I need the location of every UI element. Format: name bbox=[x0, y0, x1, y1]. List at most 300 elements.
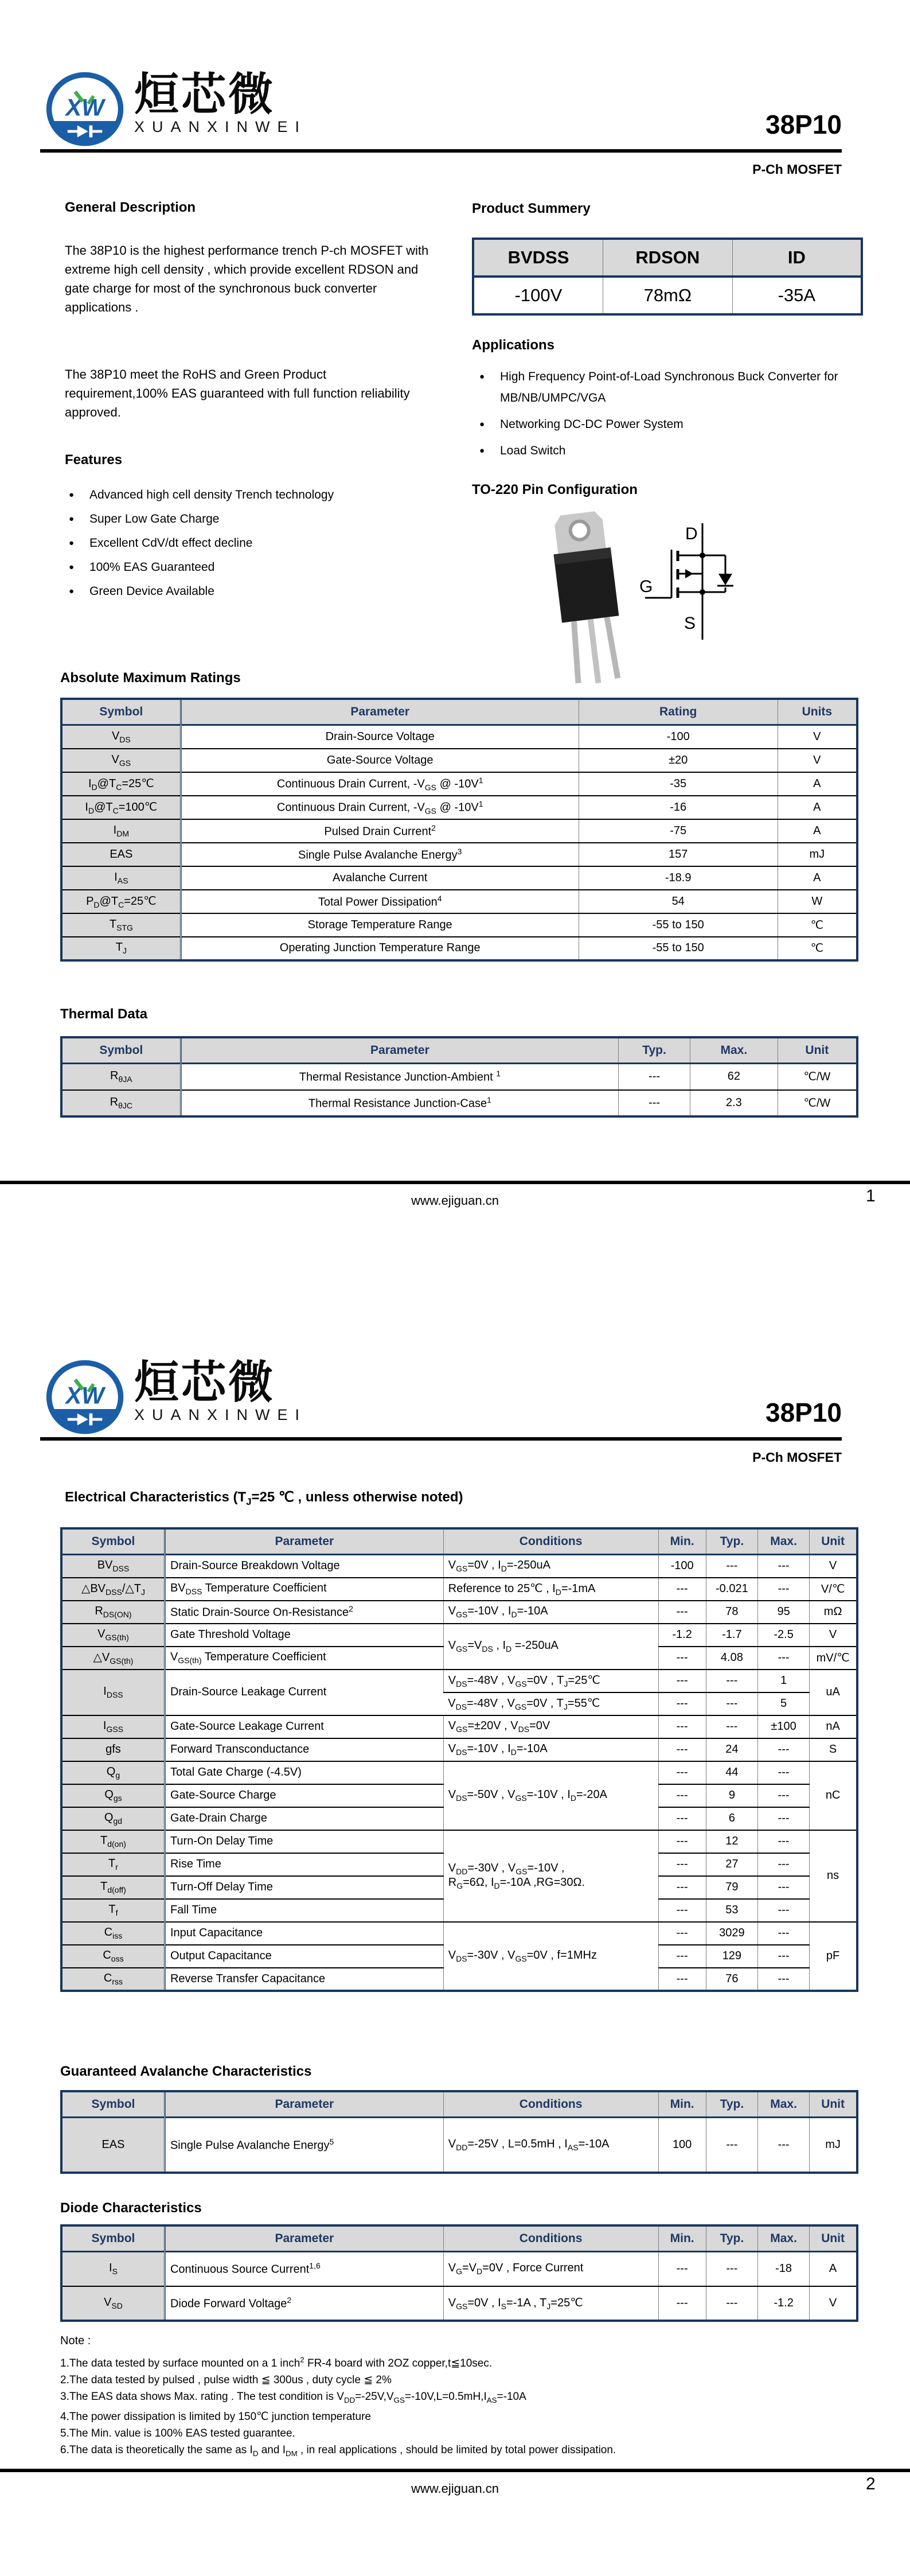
table-cell: -75 bbox=[579, 819, 778, 843]
table-cell: nA bbox=[810, 1715, 857, 1738]
table-cell: Rise Time bbox=[165, 1853, 443, 1876]
table-header-row bbox=[61, 1528, 857, 1555]
table-cell: --- bbox=[706, 2286, 757, 2321]
table-cell: --- bbox=[658, 1761, 706, 1784]
table-cell: $V_{SD}$ bbox=[61, 2286, 165, 2321]
table-row bbox=[61, 1578, 857, 1601]
mosfet-symbol-icon bbox=[622, 516, 748, 648]
table-row bbox=[61, 1670, 857, 1692]
pin-label-g: G bbox=[639, 577, 653, 596]
table-cell: --- bbox=[706, 2118, 757, 2173]
table-cell: V bbox=[810, 1555, 857, 1578]
table-cell: 3029 bbox=[706, 1922, 757, 1945]
table-cell: $V_{GS}=-10V$ , $I_D=-10A$ bbox=[443, 1601, 658, 1624]
section-title-features: Features bbox=[65, 452, 123, 468]
list-item-text: 4.The power dissipation is limited by 150℃ junction temperature bbox=[60, 2411, 372, 2423]
table-cell: $R_{\theta JC}$ bbox=[61, 1090, 181, 1116]
table-cell: --- bbox=[658, 1899, 706, 1922]
table-cell: --- bbox=[658, 1853, 706, 1876]
section-title-product-summary: Product Summery bbox=[472, 201, 591, 216]
table-cell: 79 bbox=[706, 1876, 757, 1899]
table-cell: W bbox=[778, 890, 857, 913]
notes-title: Note : bbox=[60, 2334, 91, 2347]
list-item bbox=[69, 583, 442, 600]
svg-text:XW: XW bbox=[65, 1382, 104, 1409]
column-header: Unit bbox=[810, 2225, 857, 2252]
table-row bbox=[61, 1555, 857, 1578]
table-cell: --- bbox=[757, 1784, 809, 1807]
table-cell: --- bbox=[757, 1968, 809, 1991]
section-title-general-description: General Description bbox=[65, 200, 196, 215]
table-cell: --- bbox=[706, 1555, 757, 1578]
table-cell: Continuous Source Current$^{1,6}$ bbox=[165, 2252, 443, 2286]
list-item bbox=[69, 559, 442, 575]
list-item bbox=[479, 414, 861, 435]
notes-list bbox=[60, 2353, 823, 2463]
svg-text:XW: XW bbox=[65, 94, 104, 121]
table-cell: Total Power Dissipation$^4$ bbox=[181, 890, 579, 913]
list-item bbox=[60, 2353, 823, 2371]
table-header-row bbox=[61, 2225, 857, 2252]
table-cell: --- bbox=[619, 1090, 690, 1116]
electrical-characteristics-table bbox=[60, 1527, 858, 1992]
section-title-guaranteed-avalanche: Guaranteed Avalanche Characteristics bbox=[60, 2064, 312, 2079]
table-cell: $V_{DS}=-30V$ , $V_{GS}=0V$ , f=1MHz bbox=[443, 1922, 658, 1991]
column-header: Min. bbox=[658, 1528, 706, 1555]
table-cell: $\triangle BV_{DSS}/\triangle T_J$ bbox=[61, 1578, 165, 1601]
list-item bbox=[69, 511, 442, 527]
table-cell: $V_{GS(th)}$ Temperature Coefficient bbox=[165, 1647, 443, 1670]
table-cell: --- bbox=[658, 1715, 706, 1738]
table-cell: V bbox=[778, 725, 857, 749]
table-cell: $V_{GS(th)}$ bbox=[61, 1624, 165, 1647]
table-row bbox=[61, 819, 857, 843]
column-header: Typ. bbox=[706, 1528, 757, 1555]
table-cell: --- bbox=[757, 1738, 809, 1761]
column-header: ID bbox=[732, 239, 862, 277]
table-cell: --- bbox=[757, 1853, 809, 1876]
table-cell: ℃ bbox=[778, 937, 857, 960]
column-header: Unit bbox=[810, 1528, 857, 1555]
brand-text bbox=[134, 70, 307, 136]
bullet-icon: ● bbox=[69, 562, 75, 572]
table-cell: $V_{GS}=V_{DS}$ , $I_D =-250uA$ bbox=[443, 1624, 658, 1670]
table-cell: $V_{GS}$ bbox=[61, 749, 181, 772]
section-title-diode-characteristics: Diode Characteristics bbox=[60, 2200, 202, 2216]
table-cell: ns bbox=[810, 1830, 857, 1922]
table-cell: -35 bbox=[579, 772, 778, 796]
table-cell: $\triangle V_{GS(th)}$ bbox=[61, 1647, 165, 1670]
table-cell: A bbox=[778, 866, 857, 890]
table-cell: -55 to 150 bbox=[579, 913, 778, 937]
table-cell: --- bbox=[757, 1647, 809, 1670]
table-cell: $C_{iss}$ bbox=[61, 1922, 165, 1945]
column-header: Parameter bbox=[165, 2091, 443, 2118]
table-header-row bbox=[61, 1037, 857, 1064]
table-cell: --- bbox=[658, 1830, 706, 1853]
table-cell: -1.2 bbox=[757, 2286, 809, 2321]
bullet-icon: ● bbox=[479, 419, 485, 429]
table-cell: $T_{d(on)}$ bbox=[61, 1830, 165, 1853]
table-cell: 76 bbox=[706, 1968, 757, 1991]
table-cell: ±20 bbox=[579, 749, 778, 772]
list-item bbox=[479, 366, 861, 408]
table-cell: Continuous Drain Current, $-V_{GS}$ @ $-10V^1$ bbox=[181, 772, 579, 796]
column-header: Conditions bbox=[443, 1528, 658, 1555]
table-cell: mΩ bbox=[810, 1601, 857, 1624]
list-item-text: 6.The data is theoretically the same as $I_D$ and $I_{DM}$ , in real applications , should be limited by total power dissipation. bbox=[60, 2444, 616, 2458]
table-cell: -1.2 bbox=[658, 1624, 706, 1647]
table-cell: Forward Transconductance bbox=[165, 1738, 443, 1761]
part-number: 38P10 bbox=[765, 110, 842, 139]
table-cell: --- bbox=[706, 2252, 757, 2286]
table-cell: $Q_{gs}$ bbox=[61, 1784, 165, 1807]
table-cell: $V_{DD}=-25V$ , L=0.5mH , $I_{AS}=-10A$ bbox=[443, 2118, 658, 2173]
column-header: Unit bbox=[810, 2091, 857, 2118]
table-cell: $V_{GS}=\pm 20V$ , $V_{DS}=0V$ bbox=[443, 1715, 658, 1738]
table-header-row bbox=[61, 699, 857, 725]
table-cell: ±100 bbox=[757, 1715, 809, 1738]
table-cell: -18.9 bbox=[579, 866, 778, 890]
table-cell: 6 bbox=[706, 1807, 757, 1830]
absolute-maximum-ratings-table bbox=[60, 698, 858, 962]
table-cell: 53 bbox=[706, 1899, 757, 1922]
table-cell: V bbox=[810, 2286, 857, 2321]
table-cell: EAS bbox=[61, 843, 181, 866]
pin-label-d: D bbox=[685, 524, 698, 543]
table-cell: --- bbox=[658, 1578, 706, 1601]
table-cell: --- bbox=[658, 2286, 706, 2321]
table-cell: $V_{DS}$ bbox=[61, 725, 181, 749]
table-cell: --- bbox=[757, 1555, 809, 1578]
table-cell: mV/℃ bbox=[810, 1647, 857, 1670]
table-cell: $T_{d(off)}$ bbox=[61, 1876, 165, 1899]
table-cell: S bbox=[810, 1738, 857, 1761]
table-cell: --- bbox=[658, 1692, 706, 1715]
column-header: Symbol bbox=[61, 2225, 165, 2252]
column-header: Symbol bbox=[61, 1037, 181, 1064]
features-list bbox=[69, 487, 442, 607]
table-cell: ℃/W bbox=[778, 1064, 857, 1090]
table-cell: --- bbox=[706, 1692, 757, 1715]
bullet-icon: ● bbox=[479, 446, 485, 456]
column-header: Unit bbox=[778, 1037, 857, 1064]
table-cell: V/℃ bbox=[810, 1578, 857, 1601]
column-header: Max. bbox=[757, 1528, 809, 1555]
table-cell: -16 bbox=[579, 796, 778, 819]
table-cell: Turn-On Delay Time bbox=[165, 1830, 443, 1853]
column-header: Parameter bbox=[181, 699, 579, 725]
list-item-text: Green Device Available bbox=[89, 585, 214, 598]
table-cell: V bbox=[810, 1624, 857, 1647]
table-header-row bbox=[473, 239, 862, 277]
table-cell: --- bbox=[757, 1899, 809, 1922]
list-item bbox=[60, 2426, 823, 2441]
table-cell: --- bbox=[658, 1738, 706, 1761]
table-cell: Total Gate Charge (-4.5V) bbox=[165, 1761, 443, 1784]
column-header: Typ. bbox=[706, 2091, 757, 2118]
footer-rule bbox=[0, 1181, 910, 1184]
bullet-icon: ● bbox=[69, 538, 75, 548]
column-header: Parameter bbox=[165, 1528, 443, 1555]
table-row bbox=[61, 2286, 857, 2321]
table-cell: A bbox=[810, 2252, 857, 2286]
table-row bbox=[61, 772, 857, 796]
table-cell: 24 bbox=[706, 1738, 757, 1761]
table-row bbox=[473, 277, 862, 314]
column-header: Units bbox=[778, 699, 857, 725]
table-cell: 5 bbox=[757, 1692, 809, 1715]
list-item-text: Excellent CdV/dt effect decline bbox=[89, 536, 253, 550]
table-cell: $V_{DD}=-30V$ , $V_{GS}=-10V$ , $R_G=6\Omega$, $I_D=-10A$ ,RG=30Ω. bbox=[443, 1830, 658, 1922]
table-cell: Thermal Resistance Junction-Case$^1$ bbox=[181, 1090, 618, 1116]
table-cell: $I_D@T_C=100℃$ bbox=[61, 796, 181, 819]
table-cell: ℃/W bbox=[778, 1090, 857, 1116]
table-cell: --- bbox=[757, 2118, 809, 2173]
table-cell: --- bbox=[757, 1761, 809, 1784]
table-cell: Gate-Source Charge bbox=[165, 1784, 443, 1807]
table-row bbox=[61, 843, 857, 866]
table-cell: 157 bbox=[579, 843, 778, 866]
bullet-icon: ● bbox=[479, 372, 485, 382]
table-cell: --- bbox=[706, 1715, 757, 1738]
guaranteed-avalanche-table bbox=[60, 2090, 858, 2174]
table-cell: Operating Junction Temperature Range bbox=[181, 937, 579, 960]
table-cell: 1 bbox=[757, 1670, 809, 1692]
list-item bbox=[69, 487, 442, 503]
table-row bbox=[61, 1761, 857, 1784]
table-row bbox=[61, 866, 857, 890]
table-cell: $BV_{DSS}$ Temperature Coefficient bbox=[165, 1578, 443, 1601]
table-header-row bbox=[61, 2091, 857, 2118]
logo-emblem-icon bbox=[45, 70, 126, 151]
product-summary-table bbox=[472, 238, 863, 316]
list-item-text: Super Low Gate Charge bbox=[89, 512, 220, 526]
page-number: 2 bbox=[866, 2474, 876, 2493]
table-cell: V bbox=[778, 749, 857, 772]
table-cell: -35A bbox=[732, 277, 862, 314]
table-row bbox=[61, 1064, 857, 1090]
table-cell: $T_f$ bbox=[61, 1899, 165, 1922]
table-cell: pF bbox=[810, 1922, 857, 1991]
table-cell: $T_r$ bbox=[61, 1853, 165, 1876]
table-cell: -100 bbox=[579, 725, 778, 749]
table-row bbox=[61, 749, 857, 772]
list-item bbox=[60, 2373, 823, 2388]
table-cell: --- bbox=[658, 1922, 706, 1945]
table-cell: mJ bbox=[778, 843, 857, 866]
header-rule bbox=[40, 149, 842, 153]
table-cell: Gate-Drain Charge bbox=[165, 1807, 443, 1830]
bullet-icon: ● bbox=[69, 514, 75, 524]
table-cell: mJ bbox=[810, 2118, 857, 2173]
table-row bbox=[61, 2118, 857, 2173]
list-item-text: 1.The data tested by surface mounted on a 1 inch$^2$ FR-4 board with 2OZ copper,t≦10sec. bbox=[60, 2356, 493, 2370]
table-row bbox=[61, 1601, 857, 1624]
table-cell: Reverse Transfer Capacitance bbox=[165, 1968, 443, 1991]
table-cell: nC bbox=[810, 1761, 857, 1830]
table-cell: A bbox=[778, 772, 857, 796]
table-cell: 4.08 bbox=[706, 1647, 757, 1670]
table-cell: $BV_{DSS}$ bbox=[61, 1555, 165, 1578]
header-rule bbox=[40, 1437, 842, 1441]
table-cell: Pulsed Drain Current$^2$ bbox=[181, 819, 579, 843]
section-title-applications: Applications bbox=[472, 337, 555, 353]
column-header: Parameter bbox=[181, 1037, 618, 1064]
table-row bbox=[61, 937, 857, 960]
table-cell: -100 bbox=[658, 1555, 706, 1578]
table-cell: $Q_g$ bbox=[61, 1761, 165, 1784]
table-row bbox=[61, 1830, 857, 1853]
column-header: Symbol bbox=[61, 699, 181, 725]
table-cell: $I_{GSS}$ bbox=[61, 1715, 165, 1738]
logo-emblem-icon bbox=[45, 1358, 126, 1439]
bullet-icon: ● bbox=[69, 490, 75, 500]
table-cell: gfs bbox=[61, 1738, 165, 1761]
general-description-paragraph-2: The 38P10 meet the RoHS and Green Product requirement,100% EAS guaranteed with full function reliability approved. bbox=[65, 367, 410, 419]
table-cell: Gate-Source Leakage Current bbox=[165, 1715, 443, 1738]
footer-website: www.ejiguan.cn bbox=[411, 1193, 499, 1208]
list-item-text: 2.The data tested by pulsed , pulse width ≦ 300us , duty cycle ≦ 2% bbox=[60, 2374, 392, 2387]
table-row bbox=[61, 890, 857, 913]
table-row bbox=[61, 796, 857, 819]
column-header: Typ. bbox=[619, 1037, 690, 1064]
table-cell: --- bbox=[757, 1876, 809, 1899]
table-cell: Avalanche Current bbox=[181, 866, 579, 890]
table-cell: --- bbox=[658, 1807, 706, 1830]
table-row bbox=[61, 725, 857, 749]
footer-website: www.ejiguan.cn bbox=[411, 2481, 499, 2496]
list-item-text: 100% EAS Guaranteed bbox=[89, 561, 215, 574]
table-cell: Turn-Off Delay Time bbox=[165, 1876, 443, 1899]
list-item bbox=[60, 2443, 823, 2461]
table-cell: $I_D@T_C=25℃$ bbox=[61, 772, 181, 796]
column-header: Rating bbox=[579, 699, 778, 725]
list-item bbox=[479, 440, 861, 461]
table-cell: 129 bbox=[706, 1945, 757, 1968]
brand-name-en: XUANXINWEI bbox=[134, 118, 307, 135]
brand-name-en: XUANXINWEI bbox=[134, 1406, 307, 1423]
table-cell: $C_{rss}$ bbox=[61, 1968, 165, 1991]
table-cell: Drain-Source Breakdown Voltage bbox=[165, 1555, 443, 1578]
list-item-text: Load Switch bbox=[500, 444, 566, 457]
product-family-label: P-Ch MOSFET bbox=[752, 162, 842, 177]
list-item-text: Advanced high cell density Trench technology bbox=[89, 488, 334, 501]
table-cell: $C_{oss}$ bbox=[61, 1945, 165, 1968]
table-cell: $I_{DM}$ bbox=[61, 819, 181, 843]
table-cell: $I_{AS}$ bbox=[61, 866, 181, 890]
table-cell: Single Pulse Avalanche Energy$^5$ bbox=[165, 2118, 443, 2173]
table-cell: Gate Threshold Voltage bbox=[165, 1624, 443, 1647]
footer-rule bbox=[0, 2469, 910, 2472]
table-cell: Storage Temperature Range bbox=[181, 913, 579, 937]
table-cell: -0.021 bbox=[706, 1578, 757, 1601]
table-row bbox=[61, 913, 857, 937]
bullet-icon: ● bbox=[69, 586, 75, 596]
table-cell: $T_{STG}$ bbox=[61, 913, 181, 937]
table-cell: 54 bbox=[579, 890, 778, 913]
to220-package-image bbox=[533, 505, 636, 688]
table-cell: --- bbox=[619, 1064, 690, 1090]
table-cell: --- bbox=[757, 1578, 809, 1601]
table-cell: $R_{DS(ON)}$ bbox=[61, 1601, 165, 1624]
part-number: 38P10 bbox=[765, 1398, 842, 1427]
general-description-paragraph-1: The 38P10 is the highest performance trench P-ch MOSFET with extreme high cell density , which provide excellent RDSON and gate charge for most of the synchronous buck converter applications . bbox=[65, 243, 429, 314]
table-row bbox=[61, 1922, 857, 1945]
diode-characteristics-table bbox=[60, 2224, 858, 2322]
table-cell: $V_G=V_D=0V$ , Force Current bbox=[443, 2252, 658, 2286]
table-cell: $V_{DS}=-50V$ , $V_{GS}=-10V$ , $I_D=-20A$ bbox=[443, 1761, 658, 1830]
brand-text bbox=[134, 1358, 307, 1424]
list-item-text: High Frequency Point-of-Load Synchronous Buck Converter for MB/NB/UMPC/VGA bbox=[500, 370, 838, 404]
table-cell: 100 bbox=[658, 2118, 706, 2173]
list-item-text: 3.The EAS data shows Max. rating . The test condition is $V_{DD}=-25V,V_{GS}=-10V,L=0.5mH,I_{AS}=-10A$ bbox=[60, 2391, 526, 2405]
table-cell: --- bbox=[658, 1670, 706, 1692]
list-item-text: Networking DC-DC Power System bbox=[500, 418, 684, 431]
table-cell: $V_{GS}=0V$ , $I_D=-250uA$ bbox=[443, 1555, 658, 1578]
table-cell: $V_{DS}=-48V$ , $V_{GS}=0V$ , $T_J=55℃$ bbox=[443, 1692, 658, 1715]
table-cell: $R_{\theta JA}$ bbox=[61, 1064, 181, 1090]
table-cell: Drain-Source Voltage bbox=[181, 725, 579, 749]
table-cell: --- bbox=[658, 1601, 706, 1624]
table-cell: Reference to 25℃ , $I_D=-1mA$ bbox=[443, 1578, 658, 1601]
column-header: Conditions bbox=[443, 2225, 658, 2252]
table-cell: A bbox=[778, 819, 857, 843]
list-item-text: 5.The Min. value is 100% EAS tested guarantee. bbox=[60, 2427, 295, 2440]
table-cell: 44 bbox=[706, 1761, 757, 1784]
table-cell: 62 bbox=[690, 1064, 778, 1090]
product-family-label: P-Ch MOSFET bbox=[752, 1450, 842, 1465]
table-cell: Gate-Source Voltage bbox=[181, 749, 579, 772]
company-logo bbox=[45, 1358, 307, 1439]
table-cell: Continuous Drain Current, $-V_{GS}$ @ $-10V^1$ bbox=[181, 796, 579, 819]
column-header: Min. bbox=[658, 2091, 706, 2118]
table-cell: --- bbox=[757, 1807, 809, 1830]
column-header: RDSON bbox=[603, 239, 732, 277]
table-cell: Single Pulse Avalanche Energy$^3$ bbox=[181, 843, 579, 866]
table-cell: --- bbox=[658, 1876, 706, 1899]
table-cell: $V_{DS}=-48V$ , $V_{GS}=0V$ , $T_J=25℃$ bbox=[443, 1670, 658, 1692]
list-item bbox=[69, 535, 442, 551]
table-cell: $I_S$ bbox=[61, 2252, 165, 2286]
table-cell: -100V bbox=[514, 285, 563, 305]
table-row bbox=[61, 2252, 857, 2286]
table-cell: --- bbox=[658, 1945, 706, 1968]
table-cell: Static Drain-Source On-Resistance$^2$ bbox=[165, 1601, 443, 1624]
table-cell: Fall Time bbox=[165, 1899, 443, 1922]
table-cell: 78 bbox=[706, 1601, 757, 1624]
company-logo bbox=[45, 70, 307, 151]
table-cell: --- bbox=[658, 1784, 706, 1807]
column-header: Max. bbox=[690, 1037, 778, 1064]
table-cell: 95 bbox=[757, 1601, 809, 1624]
table-cell: Diode Forward Voltage$^2$ bbox=[165, 2286, 443, 2321]
table-cell: -1.7 bbox=[706, 1624, 757, 1647]
table-cell: $T_J$ bbox=[61, 937, 181, 960]
table-cell: --- bbox=[757, 1945, 809, 1968]
table-cell: -55 to 150 bbox=[579, 937, 778, 960]
table-cell: $Q_{gd}$ bbox=[61, 1807, 165, 1830]
table-cell: 27 bbox=[706, 1853, 757, 1876]
column-header: Parameter bbox=[165, 2225, 443, 2252]
table-cell: --- bbox=[658, 2252, 706, 2286]
table-cell: Input Capacitance bbox=[165, 1922, 443, 1945]
pin-label-s: S bbox=[684, 614, 696, 633]
table-cell: --- bbox=[658, 1647, 706, 1670]
column-header: Conditions bbox=[443, 2091, 658, 2118]
table-cell: $V_{GS}=0V$ , $I_S=-1A$ , $T_J=25℃$ bbox=[443, 2286, 658, 2321]
section-title-thermal-data: Thermal Data bbox=[60, 1006, 148, 1022]
